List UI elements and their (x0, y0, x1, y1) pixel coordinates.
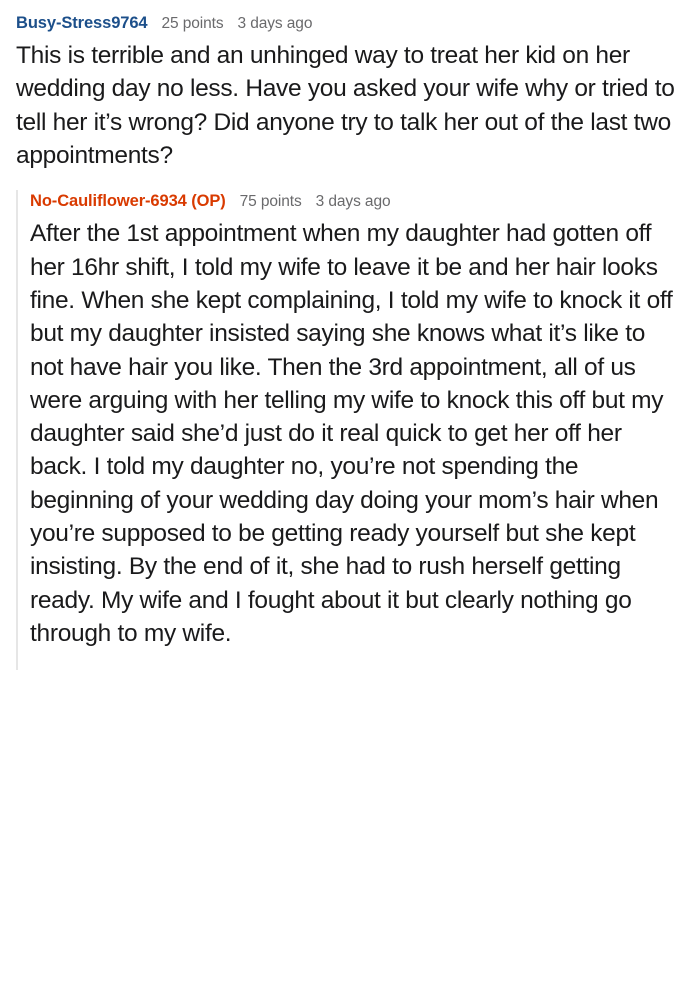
comment-points: 75 points (239, 193, 302, 211)
comment-body: After the 1st appointment when my daughter had gotten off her 16hr shift, I told my wife to leave it be and her hair looks fine. When she kept complaining, I told my wife to knock it off but my daughter insisted saying she knows what it’s like to not have hair you like. Then the 3rd appointment, all of us were arguing with her telling my wife to knock this off but my daughter said she’d just do it real quick to get her off her back. I told my daughter no, you’re not spending the beginning of your wedding day doing your mom’s hair when you’re supposed to be getting ready yourself but she kept insisting. By the end of it, she had to rush herself getting ready. My wife and I fought about it but clearly nothing go through to my wife. (30, 220, 673, 647)
comment-item (16, 14, 684, 190)
comment-author-link[interactable]: Busy-Stress9764 (16, 14, 148, 32)
comment-timestamp: 3 days ago (237, 15, 313, 32)
comment-meta (16, 14, 684, 33)
comment-author-link-op[interactable]: No-Cauliflower-6934 (OP) (30, 192, 226, 211)
comment-item-reply (16, 190, 684, 650)
comment-meta (30, 192, 684, 211)
comment-timestamp: 3 days ago (315, 193, 391, 211)
comment-body: This is terrible and an unhinged way to treat her kid on her wedding day no less. Have you asked your wife why or tried to tell her it’s wrong? Did anyone try to talk her out of the last two appointments? (16, 42, 675, 169)
comment-points: 25 points (161, 15, 224, 32)
thread-collapse-line[interactable] (16, 190, 18, 670)
